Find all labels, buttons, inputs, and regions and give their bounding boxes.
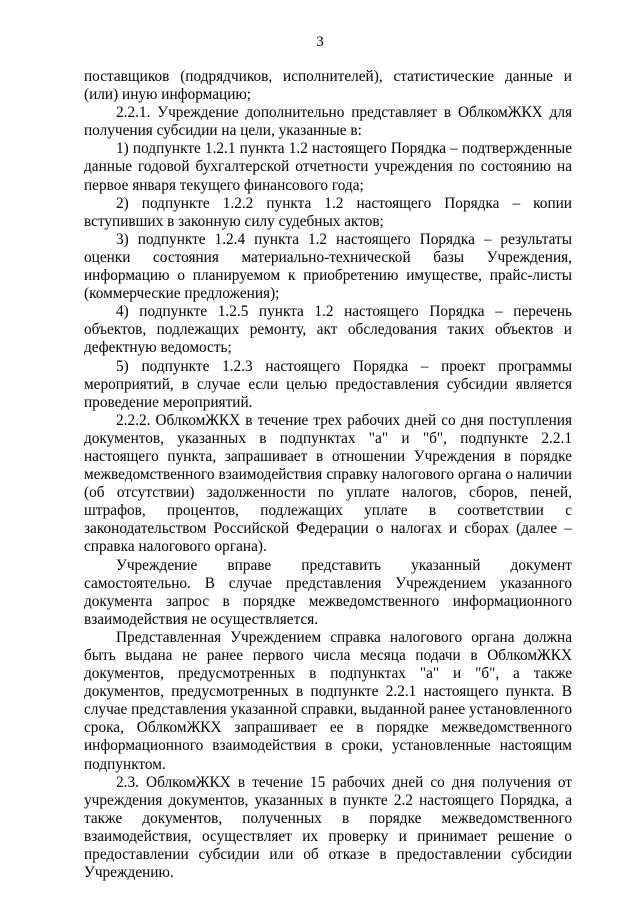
paragraph-2-2-1: 2.2.1. Учреждение дополнительно представляет в ОблкомЖКХ для получения субсидии на цели, указанные в: bbox=[84, 104, 572, 140]
paragraph-continuation: поставщиков (подрядчиков, исполнителей), статистические данные и (или) иную информацию; bbox=[84, 68, 572, 104]
list-item-3: 3) подпункте 1.2.4 пункта 1.2 настоящего Порядка – результаты оценки состояния материально-технической базы Учреждения, информацию о планируемом к приобретению имуществе, прайс-листы (коммерческие предложения); bbox=[84, 230, 572, 303]
paragraph-2-3: 2.3. ОблкомЖКХ в течение 15 рабочих дней со дня получения от учреждения документов, указанных в пункте 2.2 настоящего Порядка, а также документов, полученных в порядке межведомственного взаимодействия, осуществляет их проверку и принимает решение о предоставлении субсидии или об отказе в предоставлении субсидии Учреждению. bbox=[84, 773, 572, 882]
document-body bbox=[84, 68, 572, 882]
page-number: 3 bbox=[316, 34, 324, 50]
paragraph-self-submission: Учреждение вправе представить указанный документ самостоятельно. В случае представления Учреждением указанного документа запрос в порядке межведомственного информационного взаимодействия не осуществляется. bbox=[84, 556, 572, 628]
list-item-1: 1) подпункте 1.2.1 пункта 1.2 настоящего Порядка – подтвержденные данные годовой бухгалтерской отчетности учреждения по состоянию на первое января текущего финансового года; bbox=[84, 140, 572, 194]
list-item-2: 2) подпункте 1.2.2 пункта 1.2 настоящего Порядка – копии вступивших в законную силу судебных актов; bbox=[84, 194, 572, 230]
paragraph-2-2-2: 2.2.2. ОблкомЖКХ в течение трех рабочих дней со дня поступления документов, указанных в подпунктах "а" и "б", подпункте 2.2.1 настоящего пункта, запрашивает в отношении Учреждения в порядке межведомственного взаимодействия справку налогового органа о наличии (об отсутствии) задолженности по уплате налогов, сборов, пеней, штрафов, процентов, подлежащих уплате в соответствии с законодательством Российской Федерации о налогах и сборах (далее – справка налогового органа). bbox=[84, 411, 572, 556]
list-item-4: 4) подпункте 1.2.5 пункта 1.2 настоящего Порядка – перечень объектов, подлежащих ремонту, акт обследования таких объектов и дефектную ведомость; bbox=[84, 303, 572, 357]
paragraph-tax-certificate: Представленная Учреждением справка налогового органа должна быть выдана не ранее первого числа месяца подачи в ОблкомЖКХ документов, предусмотренных в подпунктах "а" и "б", а также документов, предусмотренных в подпункте 2.2.1 настоящего пункта. В случае представления указанной справки, выданной ранее установленного срока, ОблкомЖКХ запрашивает ее в порядке межведомственного информационного взаимодействия в сроки, установленные настоящим подпунктом. bbox=[84, 628, 572, 773]
list-item-5: 5) подпункте 1.2.3 настоящего Порядка – проект программы мероприятий, в случае если целью предоставления субсидии является проведение мероприятий. bbox=[84, 357, 572, 411]
